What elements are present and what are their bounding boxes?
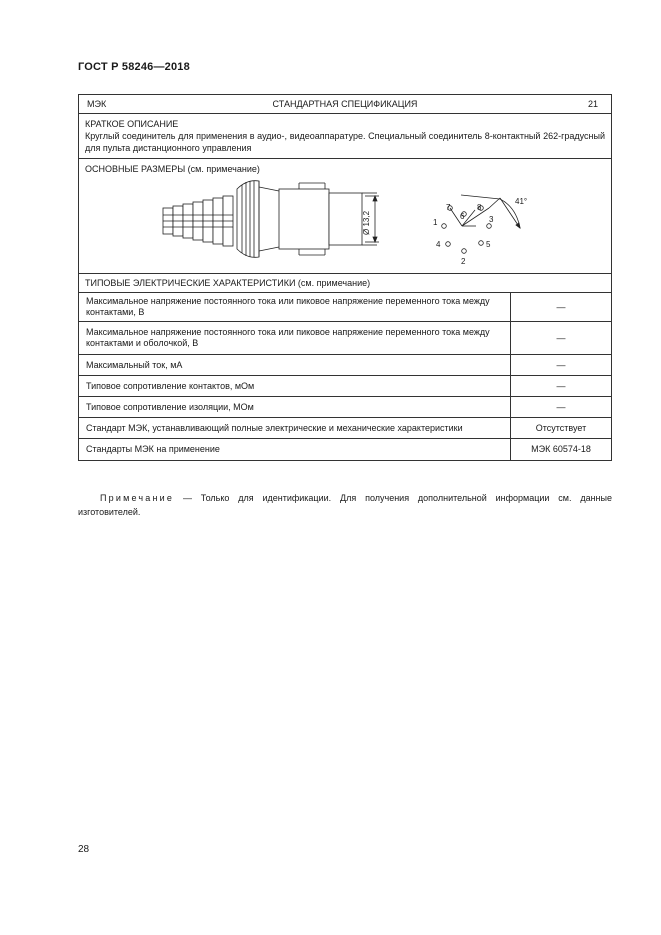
- dimensions-heading: ОСНОВНЫЕ РАЗМЕРЫ (см. примечание): [85, 164, 260, 174]
- row-label: Максимальное напряжение постоянного тока или пиковое напряжение переменного тока между контактами, В: [79, 293, 511, 321]
- table-row: [79, 439, 611, 460]
- row-label: Максимальное напряжение постоянного тока или пиковое напряжение переменного тока между контактами и оболочкой, В: [79, 322, 511, 354]
- pin-3: [487, 224, 492, 229]
- dimensions-section: [79, 159, 611, 274]
- pin-label-1: 1: [433, 218, 438, 227]
- row-label: Типовое сопротивление изоляции, МОм: [79, 397, 511, 417]
- org-label: МЭК: [87, 99, 107, 109]
- electrical-heading-row: [79, 274, 611, 293]
- strain-relief-rings: [163, 196, 233, 246]
- row-value: МЭК 60574-18: [531, 444, 591, 454]
- row-value: —: [556, 359, 566, 370]
- table-row: [79, 355, 611, 376]
- pin-label-3: 3: [489, 215, 494, 224]
- row-value: Отсутствует: [535, 422, 587, 433]
- pin-2: [462, 249, 467, 254]
- page-number: 28: [78, 844, 90, 855]
- pin-label-6: 6: [460, 212, 465, 221]
- table-row: [79, 418, 611, 439]
- spec-title: СТАНДАРТНАЯ СПЕЦИФИКАЦИЯ: [272, 99, 418, 109]
- pin-label-4: 4: [436, 240, 441, 249]
- pin-label-5: 5: [486, 240, 491, 249]
- connector-side-view: [163, 181, 379, 258]
- diameter-label: Ø 13,2: [362, 210, 371, 235]
- note-paragraph: [78, 491, 612, 519]
- document-title: ГОСТ Р 58246—2018: [78, 61, 190, 73]
- table-row: [79, 397, 611, 418]
- row-label: Максимальный ток, мА: [79, 355, 511, 375]
- pin-label-7: 7: [446, 203, 451, 212]
- table-header-row: [79, 95, 611, 114]
- description-text: Круглый соединитель для применения в аудио-, видеоаппаратуре. Специальный соединитель 8-контактный 262-градусный для пульта дистанционного управления: [85, 131, 605, 153]
- table-row: [79, 376, 611, 397]
- table-row: [79, 293, 611, 322]
- note-text: — Только для идентификации. Для получения дополнительной информации см. данные изготовителей.: [78, 493, 612, 517]
- description-section: [79, 114, 611, 159]
- spec-number: 21: [587, 99, 598, 109]
- pin-5: [479, 241, 484, 246]
- specification-table: [78, 94, 612, 461]
- row-label: Типовое сопротивление контактов, мОм: [79, 376, 511, 396]
- row-value: —: [556, 401, 566, 412]
- table-row: [79, 322, 611, 355]
- row-value: —: [556, 332, 566, 343]
- row-value: —: [556, 380, 566, 391]
- pin-label-8: 8: [477, 203, 482, 212]
- connector-drawing: [79, 159, 611, 274]
- electrical-heading: ТИПОВЫЕ ЭЛЕКТРИЧЕСКИЕ ХАРАКТЕРИСТИКИ (см. примечание): [85, 278, 371, 288]
- pin-1: [442, 224, 447, 229]
- note-label: Примечание: [100, 493, 175, 503]
- row-label: Стандарт МЭК, устанавливающий полные электрические и механические характеристики: [79, 418, 511, 438]
- row-label: Стандарты МЭК на применение: [79, 439, 511, 460]
- pin-4: [446, 242, 451, 247]
- angle-label: 41°: [515, 197, 528, 206]
- grip-body: [237, 181, 279, 258]
- pin-label-2: 2: [461, 257, 466, 266]
- row-value: —: [556, 301, 566, 312]
- description-heading: КРАТКОЕ ОПИСАНИЕ: [85, 119, 179, 129]
